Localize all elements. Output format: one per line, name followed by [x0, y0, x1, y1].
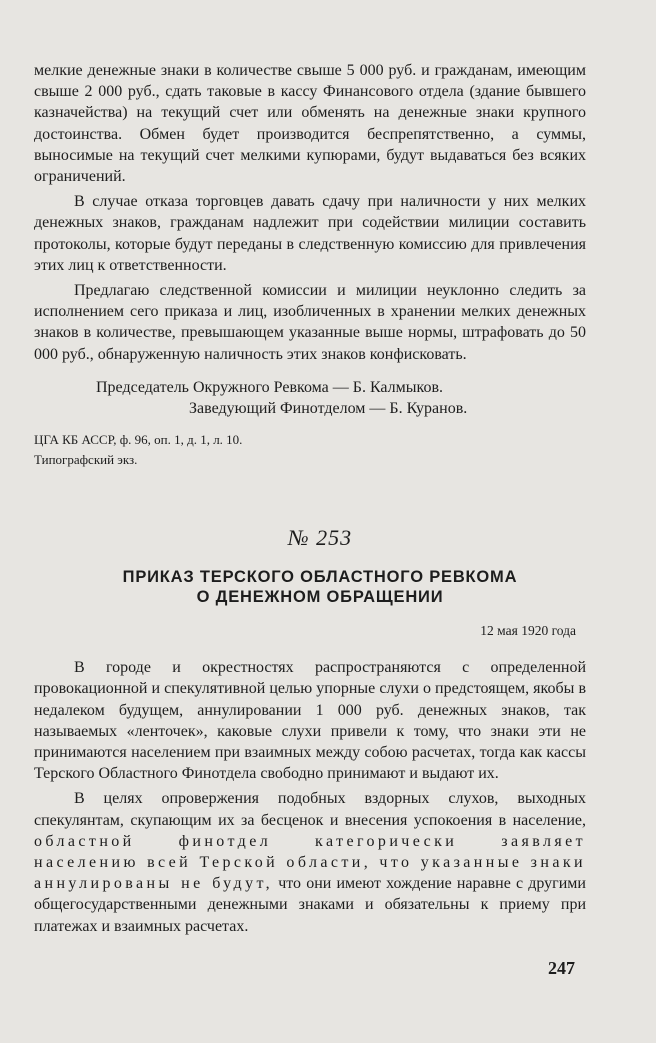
copy-type: Типографский экз.: [34, 452, 138, 468]
document-number: № 253: [287, 525, 353, 551]
signature-chairman: Председатель Окружного Ревкома — Б. Калмыков.: [96, 378, 444, 396]
document-date: 12 мая 1920 года: [480, 623, 576, 639]
document-title: [34, 567, 586, 607]
paragraph-propose: Предлагаю следственной комиссии и милиции неуклонно следить за исполнением сего приказа и лиц, изобличенных в хранении мелких денежных знаков в количестве, превышающем указанные выше нормы, штрафовать до 50 000 руб., обнаруженную наличность этих знаков конфисковать.: [34, 282, 586, 363]
signature-head: Заведующий Финотделом — Б. Куранов.: [189, 400, 468, 418]
paragraph-refusal: В случае отказа торговцев давать сдачу при наличности у них мелких денежных знаков, гражданам надлежит при содействии милиции составить протоколы, которые будут переданы в следственную комиссию для привлечения этих лиц к ответственности.: [34, 193, 586, 274]
paragraph-rumors: В городе и окрестностях распространяются с определенной провокационной и спекулятивной целью упорные слухи о предстоящем, якобы в недалеком будущем, аннулировании 1 000 руб. денежных знаков, так называемых «ленточек», каковые слухи привели к тому, что знаки эти не принимаются населением при взаимных между собою расчетах, тогда как кассы Терского Областного Финотдела свободно принимают и выдают их.: [34, 659, 586, 783]
page-number: 247: [548, 958, 575, 978]
archive-reference: ЦГА КБ АССР, ф. 96, оп. 1, д. 1, л. 10.: [34, 432, 243, 448]
paragraph-refute-spaced: областной финотдел категорически заявляет населению всей Терской области, что указанные знаки аннулированы не будут,: [34, 832, 586, 893]
continuation-paragraph: мелкие денежные знаки в количестве свыше 5 000 руб. и гражданам, имеющим свыше 2 000 руб., сдать таковые в кассу Финансового отдела (здание бывшего казначейства) на текущий счет или обменять на денежные знаки крупного достоинства. Обмен будет производится беспрепятственно, а суммы, выносимые на текущий счет мелкими купюрами, будут выдаваться без всяких ограничений.: [34, 62, 586, 186]
paragraph-refute: [34, 788, 586, 936]
document-title-line2: О ДЕНЕЖНОМ ОБРАЩЕНИИ: [196, 588, 444, 607]
paragraph-refute-start: В целях опровержения подобных вздорных слухов, выходных спекулянтам, скупающим их за бесценок и внесения успокоения в население,: [34, 790, 586, 829]
document-title-line1: ПРИКАЗ ТЕРСКОГО ОБЛАСТНОГО РЕВКОМА: [122, 568, 518, 587]
paragraph-refute-end: что они имеют хождение наравне с другими общегосударственными денежными знаками и обязательны к приему при платежах и взаимных расчетах.: [34, 875, 586, 935]
